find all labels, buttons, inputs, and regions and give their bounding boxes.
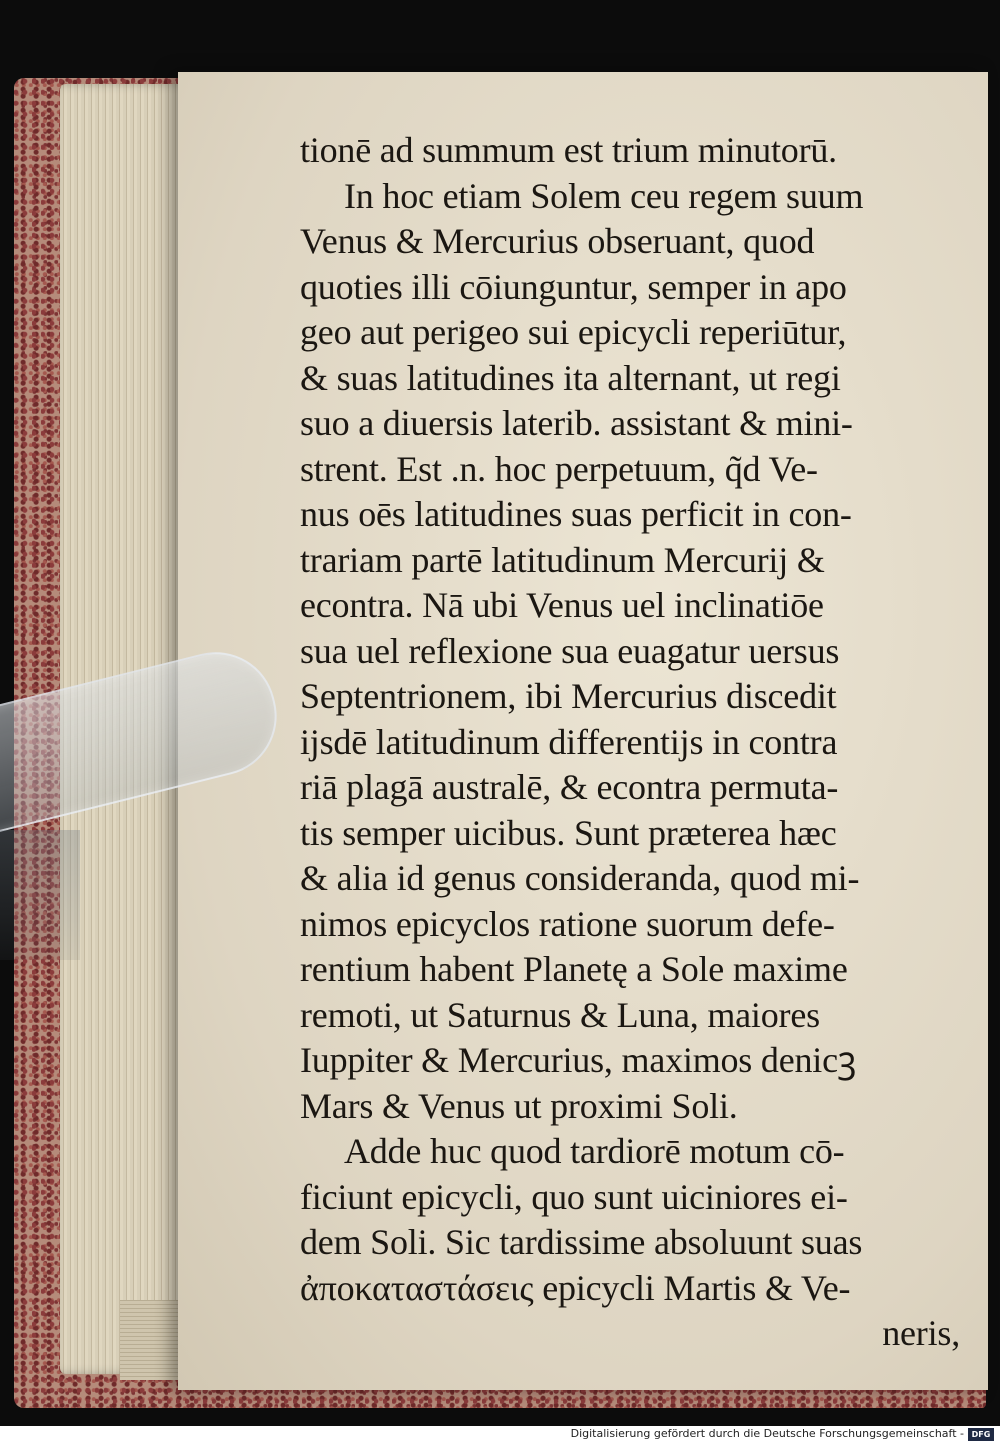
text-line-10: trariam partē latitudinum Mercurij &	[300, 539, 825, 580]
dfg-logo: DFG	[968, 1428, 994, 1441]
text-line-19: rentium habent Planetę a Sole maxime	[300, 949, 848, 989]
text-line-2: In hoc etiam Solem ceu regem suum	[344, 175, 864, 216]
catchword: neris,	[882, 1313, 960, 1353]
text-line-24: ficiunt epicycli, quo sunt uiciniores ei-	[300, 1176, 848, 1217]
text-line-6: & suas latitudines ita alternant, ut regi	[300, 357, 841, 398]
text-line-22: Mars & Venus ut proximi Soli.	[300, 1085, 738, 1126]
glass-page-weight-shadow	[0, 830, 80, 960]
text-line-23: Adde huc quod tardiorē motum cō-	[344, 1131, 845, 1171]
text-line-17: & alia id genus consideranda, quod mi-	[300, 858, 860, 898]
text-line-25: dem Soli. Sic tardissime absoluunt suas	[300, 1222, 863, 1262]
footer-credit: Digitalisierung gefördert durch die Deutsche Forschungsgemeinschaft -	[570, 1427, 964, 1440]
text-line-13: Septentrionem, ibi Mercurius discedit	[300, 676, 837, 716]
text-line-18: nimos epicyclos ratione suorum defe-	[300, 903, 835, 944]
text-line-15: riā plagā australē, & econtra permuta-	[300, 767, 839, 807]
text-line-5: geo aut perigeo sui epicycli reperiūtur,	[300, 312, 847, 352]
text-line-16: tis semper uicibus. Sunt præterea hæc	[300, 812, 837, 853]
text-line-8: strent. Est .n. hoc perpetuum, q̃d Ve-	[300, 448, 818, 489]
text-line-21: Iuppiter & Mercurius, maximos denicꝫ	[300, 1040, 857, 1080]
text-line-3: Venus & Mercurius obseruant, quod	[300, 221, 815, 261]
text-line-9: nus oēs latitudines suas perficit in con-	[300, 494, 852, 534]
text-line-20: remoti, ut Saturnus & Luna, maiores	[300, 994, 820, 1035]
page-text	[300, 128, 960, 1357]
text-line-26: ἀποκαταστάσεις epicycli Martis & Ve-	[300, 1267, 851, 1308]
text-line-12: sua uel reflexione sua euagatur uersus	[300, 630, 840, 671]
text-line-4: quoties illi cōiunguntur, semper in apo	[300, 266, 847, 307]
page-edges-bottom	[120, 1300, 180, 1380]
text-line-14: ijsdē latitudinum differentijs in contra	[300, 721, 838, 762]
digitization-footer	[0, 1426, 1000, 1444]
text-line-7: suo a diuersis laterib. assistant & mini-	[300, 403, 853, 443]
text-line-11: econtra. Nā ubi Venus uel inclinatiōe	[300, 585, 824, 625]
text-line-1: tionē ad summum est trium minutorū.	[300, 130, 837, 170]
